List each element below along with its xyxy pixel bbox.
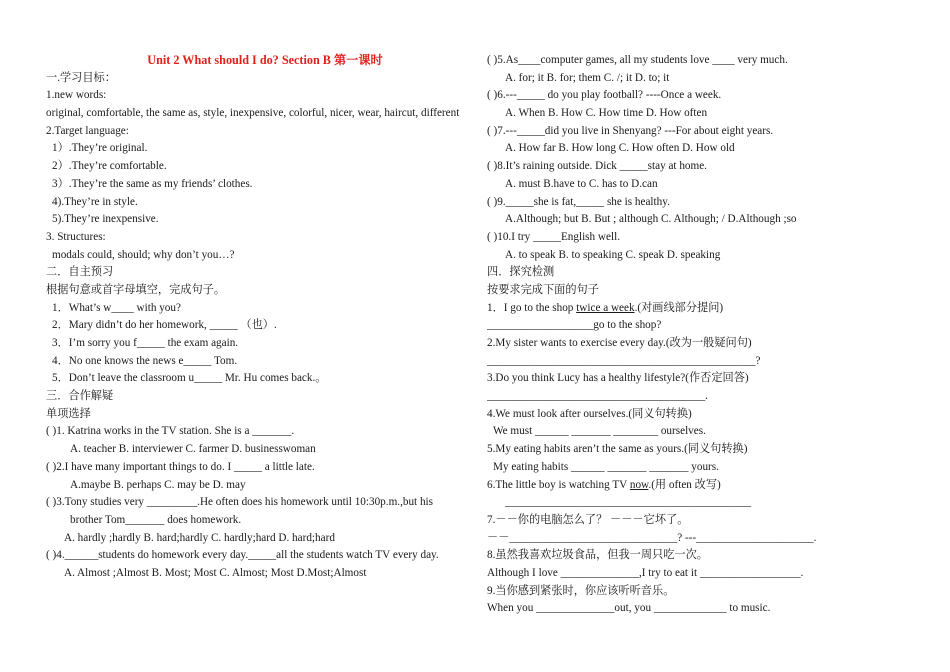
exercise-1-text: 1．I go to the shop [487, 301, 577, 314]
exercise-8: 8.虽然我喜欢垃圾食品，但我一周只吃一次。 [487, 549, 708, 562]
question-3: ( )3.Tony studies very _________.He often does his homework until 10:30p.m.,but his [46, 496, 434, 509]
target-language-item: 5).They’re inexpensive. [52, 213, 159, 226]
exercise-6-text: 6.The little boy is watching TV [487, 478, 630, 491]
section-3-subheading: 单项选择 [46, 407, 91, 420]
question-6: ( )6.---_____ do you play football? ----Once a week. [487, 89, 722, 102]
question-6-options: A. When B. How C. How time D. How often [505, 107, 708, 120]
exercise-1-answer: ___________________go to the shop? [487, 319, 662, 332]
exercise-9: 9.当你感到紧张时，你应该听听音乐。 [487, 584, 675, 597]
question-4-options: A. Almost ;Almost B. Most; Most C. Almost; Most D.Most;Almost [64, 566, 367, 579]
question-1: ( )1. Katrina works in the TV station. She is a _______. [46, 425, 295, 438]
question-4: ( )4.______students do homework every day._____all the students watch TV every day. [46, 549, 439, 562]
question-2: ( )2.I have many important things to do. I _____ a little late. [46, 460, 315, 473]
question-3-options: A. hardly ;hardly B. hard;hardly C. hardly;hard D. hard;hard [64, 531, 335, 544]
question-9-options: A.Although; but B. But ; although C. Although; / D.Although ;so [505, 213, 797, 226]
structures-text: modals could, should; why don’t you…? [52, 248, 235, 261]
question-10-options: A. to speak B. to speaking C. speak D. speaking [505, 248, 721, 261]
target-language-item: 4).They’re in style. [52, 195, 138, 208]
exercise-1-instruction: .(对画线部分提问) [634, 301, 724, 314]
preview-item: 5．Don’t leave the classroom u_____ Mr. Hu comes back.。 [52, 372, 327, 385]
exercise-6-answer: ____________________________________________ [505, 496, 752, 509]
question-5-options: A. for; it B. for; them C. /; it D. to; it [505, 71, 670, 84]
exercise-3-answer: _______________________________________. [487, 390, 708, 403]
target-language-item: 3）.They’re the same as my friends’ clothes. [52, 177, 253, 190]
section-2-instructions: 根据句意或首字母填空，完成句子。 [46, 283, 226, 296]
new-words-list: original, comfortable, the same as, style, inexpensive, colorful, nicer, wear, haircut, different [46, 107, 460, 120]
exercise-5: 5.My eating habits aren’t the same as yours.(同义句转换) [487, 443, 748, 456]
exercise-6-underlined: now [629, 478, 649, 491]
target-language-item: 2）.They’re comfortable. [52, 160, 167, 173]
question-5: ( )5.As____computer games, all my students love ____ very much. [487, 54, 788, 66]
exercise-5-answer: My eating habits ______ _______ _______ yours. [493, 460, 719, 473]
question-9: ( )9._____she is fat,_____ she is healthy. [487, 195, 670, 208]
exercise-2-answer: ________________________________________________? [487, 354, 761, 367]
left-column [46, 52, 464, 583]
target-language-label: 2.Target language: [46, 124, 129, 137]
question-8-options: A. must B.have to C. has to D.can [505, 177, 658, 190]
question-7-options: A. How far B. How long C. How often D. How old [505, 142, 735, 155]
exercise-3: 3.Do you think Lucy has a healthy lifestyle?(作否定回答) [487, 372, 749, 385]
preview-item: 1．What’s w____ with you? [52, 301, 181, 314]
exercise-7: 7.－－你的电脑怎么了？ －－－它坏了。 [487, 513, 689, 526]
exercise-7-answer: －－______________________________? ---_____________________. [487, 531, 817, 544]
exercise-6-instruction: .(用 often 改写) [648, 478, 721, 491]
page-title: Unit 2 What should I do? Section B 第一课时 [147, 53, 383, 67]
exercise-9-answer: When you ______________out, you _____________ to music. [487, 602, 771, 615]
section-2-heading: 二．自主预习 [46, 266, 114, 279]
target-language-item: 1）.They’re original. [52, 142, 148, 155]
question-3-continued: brother Tom_______ does homework. [70, 513, 242, 526]
preview-item: 4．No one knows the news e_____ Tom. [52, 354, 238, 367]
exercise-1-underlined: twice a week [576, 301, 635, 314]
section-3-heading: 三．合作解疑 [46, 390, 114, 403]
preview-item: 3．I’m sorry you f_____ the exam again. [52, 337, 239, 350]
exercise-6 [487, 477, 907, 495]
exercise-1 [487, 300, 907, 318]
structures-label: 3. Structures: [46, 230, 106, 243]
section-1-heading: 一.学习目标： [46, 71, 116, 84]
exercise-4: 4.We must look after ourselves.(同义句转换) [487, 407, 692, 420]
section-4-heading: 四．探究检测 [487, 266, 555, 279]
question-7: ( )7.---_____did you live in Shenyang? ---For about eight years. [487, 124, 774, 137]
new-words-label: 1.new words: [46, 89, 107, 102]
preview-item: 2．Mary didn’t do her homework, _____ （也）. [52, 319, 277, 332]
question-10: ( )10.I try _____English well. [487, 230, 620, 243]
exercise-8-answer: Although I love ______________,I try to eat it __________________. [487, 566, 804, 579]
question-2-options: A.maybe B. perhaps C. may be D. may [70, 478, 246, 491]
right-column [487, 52, 907, 618]
question-8: ( )8.It’s raining outside. Dick _____stay at home. [487, 160, 707, 173]
question-1-options: A. teacher B. interviewer C. farmer D. businesswoman [70, 443, 316, 456]
section-4-instructions: 按要求完成下面的句子 [487, 283, 599, 296]
exercise-4-answer: We must ______ _______ ________ ourselves. [493, 425, 706, 438]
exercise-2: 2.My sister wants to exercise every day.(改为一般疑问句) [487, 337, 752, 349]
